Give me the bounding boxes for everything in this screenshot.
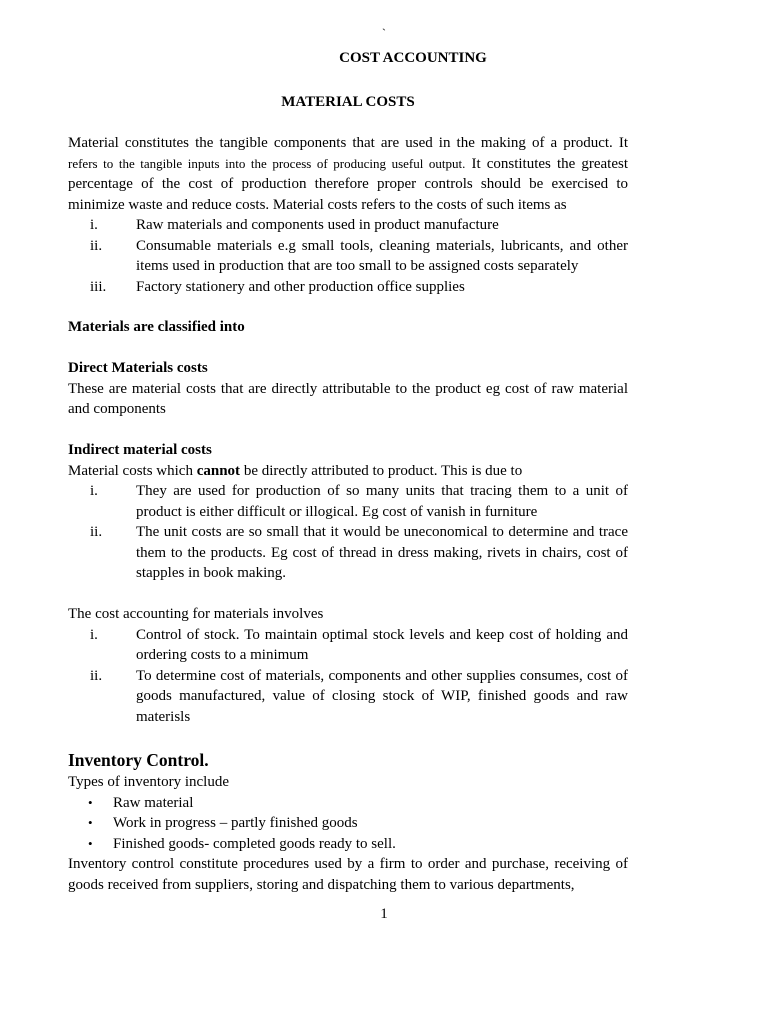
- list-text: Factory stationery and other production office supplies: [136, 278, 465, 295]
- list-text: Raw materials and components used in product manufacture: [136, 217, 499, 233]
- list-text: Finished goods- completed goods ready to sell.: [113, 835, 396, 852]
- page-number: 1: [380, 906, 388, 922]
- list-item: [68, 625, 628, 666]
- involves-list: [68, 625, 628, 728]
- list-number: i.: [90, 626, 98, 643]
- list-text: Raw material: [113, 794, 194, 811]
- list-text: Control of stock. To maintain optimal stock levels and keep cost of holding and ordering costs to a minimum: [136, 626, 628, 663]
- classified-heading: Materials are classified into: [68, 319, 245, 335]
- list-item: [68, 481, 628, 522]
- list-item: [68, 793, 628, 814]
- list-number: iii.: [90, 278, 107, 295]
- indirect-heading: Indirect material costs: [68, 442, 212, 458]
- inventory-section: [68, 748, 628, 895]
- direct-heading: Direct Materials costs: [68, 360, 208, 376]
- involves-section: [68, 604, 628, 727]
- indirect-text-pre: Material costs which: [68, 462, 197, 479]
- intro-section: [68, 133, 628, 297]
- direct-section: [68, 358, 628, 420]
- list-item: [68, 277, 628, 298]
- list-text: Consumable materials e.g small tools, cleaning materials, lubricants, and other items used in production that are too small to be assigned costs separately: [136, 237, 628, 274]
- indirect-paragraph: [68, 461, 628, 482]
- inventory-types-list: [68, 793, 628, 855]
- list-item: [68, 813, 628, 834]
- indirect-section: [68, 440, 628, 584]
- list-item: [68, 666, 628, 728]
- indirect-text-post: be directly attributed to product. This is due to: [240, 462, 523, 479]
- intro-text-1: Material constitutes the tangible components that are used in the making of a product. It: [68, 135, 628, 151]
- list-item: [68, 834, 628, 855]
- indirect-reasons-list: [68, 481, 628, 584]
- bullet-icon: •: [88, 815, 93, 830]
- bullet-icon: •: [88, 794, 93, 810]
- list-number: ii.: [90, 667, 103, 684]
- involves-paragraph: The cost accounting for materials involves: [68, 606, 324, 622]
- types-paragraph: Types of inventory include: [68, 774, 229, 790]
- list-number: ii.: [90, 524, 103, 540]
- list-item: [68, 522, 628, 584]
- intro-text-2: It constitutes the greatest percentage of the cost of production therefore proper controls should be exercised to minimize waste and reduce costs. Material costs refers to the costs of such items as: [68, 155, 628, 213]
- intro-text-small: refers to the tangible inputs into the process of producing useful output.: [68, 155, 466, 171]
- list-number: i.: [90, 217, 98, 233]
- list-number: i.: [90, 483, 98, 499]
- list-text: The unit costs are so small that it would be uneconomical to determine and trace them to the products. Eg cost of thread in dress making, rivets in chairs, cost of stapples in book making.: [136, 524, 628, 581]
- indirect-emphasis: cannot: [196, 462, 241, 479]
- list-text: To determine cost of materials, components and other supplies consumes, cost of goods manufactured, value of closing stock of WIP, finished goods and raw materisls: [136, 667, 628, 725]
- list-text: Work in progress – partly finished goods: [113, 815, 358, 831]
- list-item: [68, 215, 628, 236]
- list-item: [68, 236, 628, 277]
- material-items-list: [68, 215, 628, 297]
- intro-paragraph: [68, 133, 628, 215]
- inventory-heading: Inventory Control.: [68, 750, 209, 770]
- section-title: MATERIAL COSTS: [281, 94, 415, 110]
- closing-paragraph: Inventory control constitute procedures used by a firm to order and purchase, receiving of goods received from suppliers, storing and dispatching them to various departments,: [68, 856, 628, 893]
- direct-paragraph: These are material costs that are directly attributable to the product eg cost of raw material and components: [68, 380, 628, 417]
- page-title: COST ACCOUNTING: [339, 50, 487, 66]
- stray-mark: `: [382, 26, 386, 40]
- list-text: They are used for production of so many units that tracing them to a unit of product is either difficult or illogical. Eg cost of vanish in furniture: [136, 483, 628, 520]
- list-number: ii.: [90, 237, 103, 254]
- bullet-icon: •: [88, 835, 93, 851]
